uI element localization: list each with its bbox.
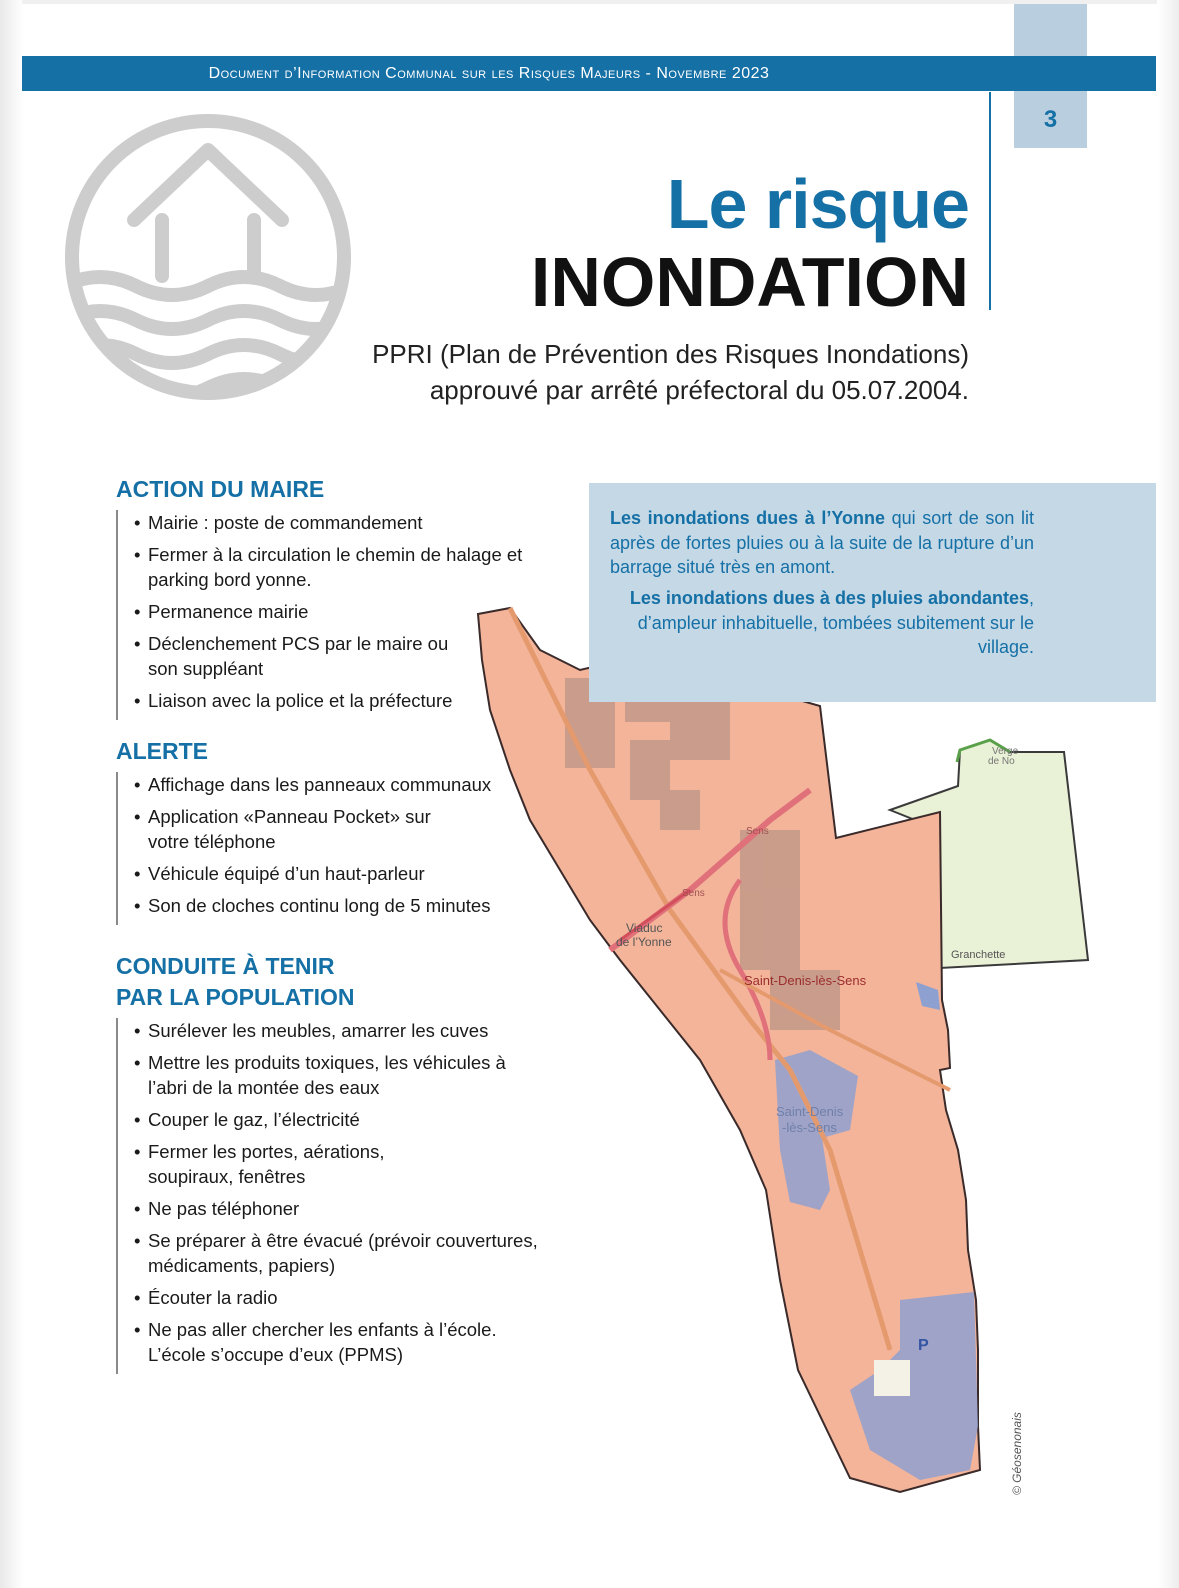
subtitle-line-1: PPRI (Plan de Prévention des Risques Inondations): [372, 339, 969, 369]
flood-house-icon: [64, 108, 352, 406]
header-banner: [22, 56, 1156, 91]
list-item: • Ne pas aller chercher les enfants à l’école. L’école s’occupe d’eux (PPMS): [134, 1317, 538, 1367]
section-title-action-maire: ACTION DU MAIRE: [116, 476, 325, 502]
info-yonne-bold: Les inondations dues à l’Yonne: [610, 508, 886, 528]
list-item: • Surélever les meubles, amarrer les cuves: [134, 1018, 548, 1043]
map-label-verge-2: de No: [988, 756, 1015, 767]
list-item: • Affichage dans les panneaux communaux: [134, 772, 491, 797]
info-paragraph-yonne: [610, 506, 1034, 580]
list-item: • Véhicule équipé d’un haut-parleur: [134, 861, 491, 886]
map-label-viaduc-2: de l’Yonne: [616, 935, 672, 949]
section-title-conduite-line-2: PAR LA POPULATION: [116, 984, 355, 1010]
list-alerte: [116, 772, 491, 925]
list-item: • Ne pas téléphoner: [134, 1196, 548, 1221]
list-item: • Mairie : poste de commandement: [134, 510, 548, 535]
list-item: • Fermer à la circulation le chemin de halage et parking bord yonne.: [134, 542, 548, 592]
list-item: • Mettre les produits toxiques, les véhicules à l’abri de la montée des eaux: [134, 1050, 538, 1100]
map-label-saint-denis-2: -lès-Sens: [782, 1120, 837, 1135]
section-title-conduite-line-1: CONDUITE À TENIR: [116, 953, 335, 979]
list-item: • Permanence mairie: [134, 599, 548, 624]
map-label-granchette: Granchette: [951, 949, 1006, 961]
list-item: • Son de cloches continu long de 5 minutes: [134, 893, 491, 918]
title-line-2: INONDATION: [530, 243, 969, 321]
page-number: 3: [1043, 106, 1058, 133]
flood-zone-map: [470, 590, 1110, 1510]
title-divider: [989, 92, 991, 310]
title-line-1: Le risque: [666, 165, 969, 243]
map-credit: © Géosenonais: [1010, 1412, 1024, 1495]
header-banner-text: Document d’Information Communal sur les Risques Majeurs - Novembre 2023: [208, 64, 770, 82]
ppri-subtitle: [372, 336, 969, 408]
info-pluies-bold: Les inondations dues à des pluies abondantes: [629, 588, 1029, 608]
info-yonne-text: qui sort de son lit après de fortes pluies ou à la suite de la rupture d’un barrage situé très en amont.: [610, 508, 1035, 577]
map-label-sens-2: Sens: [682, 888, 705, 899]
map-label-parking: P: [918, 1337, 929, 1354]
info-paragraph-pluies: [610, 586, 1034, 660]
list-item: • Se préparer à être évacué (prévoir couvertures, médicaments, papiers): [134, 1228, 548, 1278]
info-pluies-text: , d’ampleur inhabituelle, tombées subitement sur le village.: [637, 588, 1034, 657]
page-edge-right: [1157, 0, 1179, 1588]
list-item: • Liaison avec la police et la préfecture: [134, 688, 548, 713]
list-item: • Déclenchement PCS par le maire ou son suppléant: [134, 631, 458, 681]
map-label-verge-1: Verge: [992, 746, 1019, 757]
subtitle-line-2: approuvé par arrêté préfectoral du 05.07.2004.: [429, 375, 969, 405]
map-label-viaduc-1: Viaduc: [626, 921, 663, 935]
page-top-edge: [22, 0, 1157, 4]
list-item: • Écouter la radio: [134, 1285, 548, 1310]
list-item: • Fermer les portes, aérations, soupiraux, fenêtres: [134, 1139, 418, 1189]
map-label-sens-1: Sens: [746, 826, 769, 837]
section-title-conduite: [116, 951, 355, 1013]
page-edge-left: [0, 0, 24, 1588]
list-item: • Application «Panneau Pocket» sur votre téléphone: [134, 804, 438, 854]
map-label-town: Saint-Denis-lès-Sens: [744, 973, 867, 988]
map-label-saint-denis-1: Saint-Denis: [776, 1104, 844, 1119]
list-item: • Couper le gaz, l’électricité: [134, 1107, 548, 1132]
section-title-alerte: ALERTE: [116, 738, 208, 764]
